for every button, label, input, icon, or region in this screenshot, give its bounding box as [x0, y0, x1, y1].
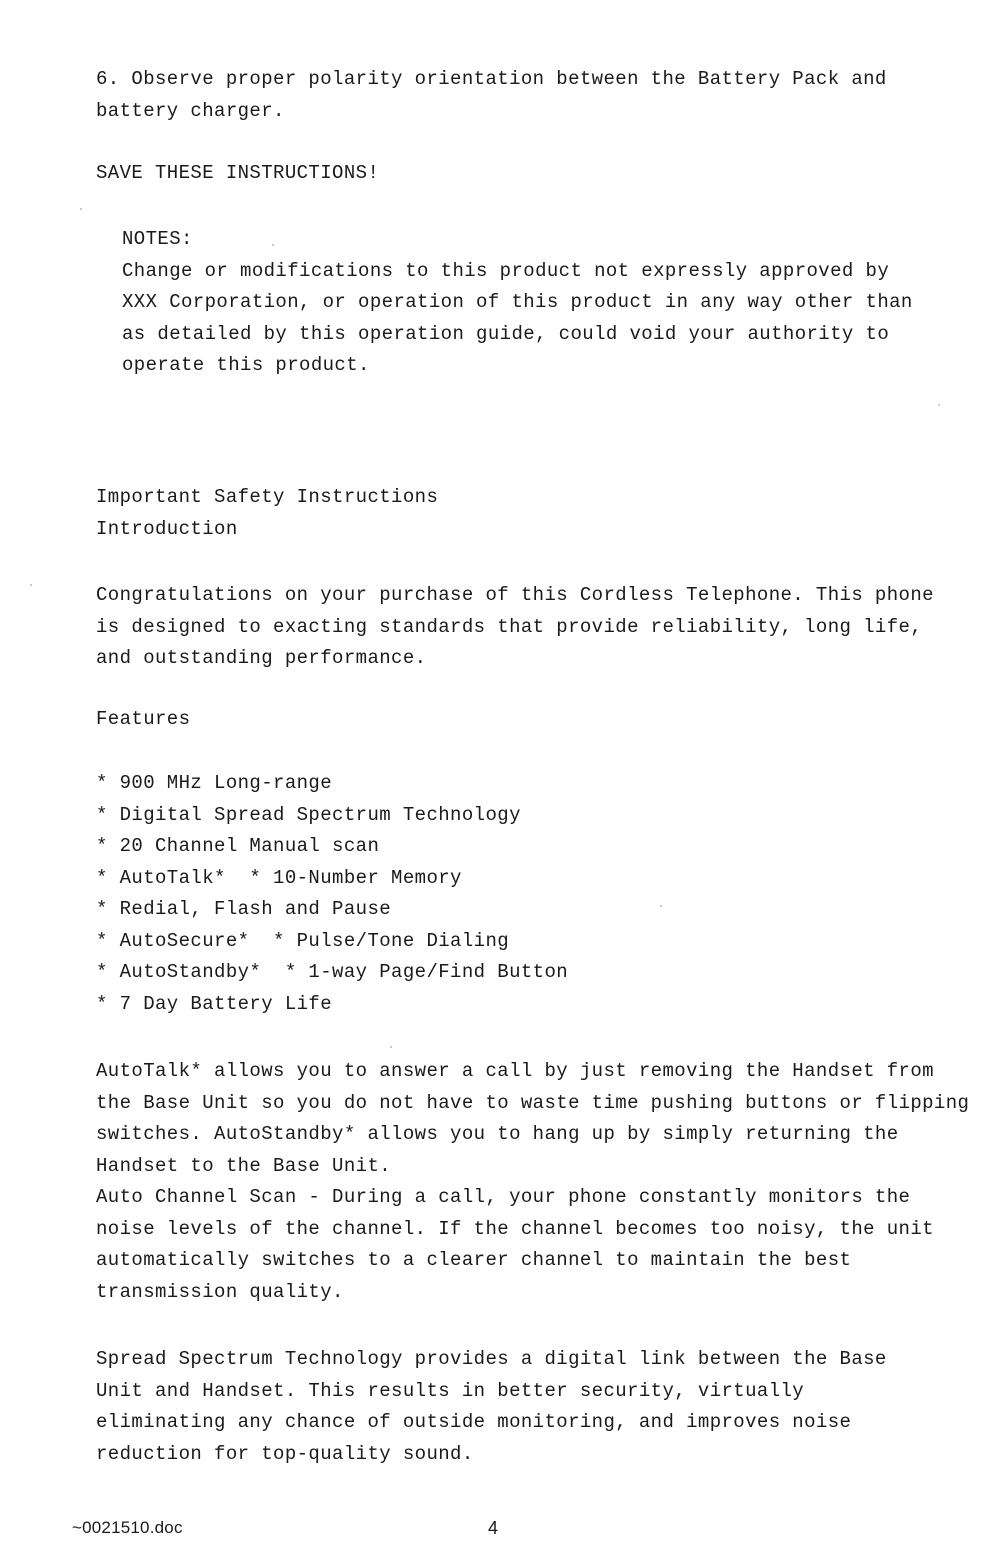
spread-line: Unit and Handset. This results in better security, virtually	[96, 1379, 805, 1402]
autotalk-line: switches. AutoStandby* allows you to hang up by simply returning the	[96, 1123, 899, 1145]
scan-speck	[80, 208, 82, 210]
autotalk-line: Handset to the Base Unit.	[96, 1154, 392, 1177]
scan-speck	[660, 905, 662, 907]
feature-item: * Digital Spread Spectrum Technology	[96, 803, 521, 826]
notes-heading: NOTES:	[122, 228, 193, 250]
safety-title: Important Safety Instructions	[96, 486, 439, 508]
feature-item: * 7 Day Battery Life	[96, 992, 333, 1015]
autotalk-line: automatically switches to a clearer channel to maintain the best	[96, 1249, 852, 1271]
notes-line: operate this product.	[122, 354, 370, 376]
autotalk-line: AutoTalk* allows you to answer a call by just removing the Handset from	[96, 1060, 934, 1082]
intro-line: and outstanding performance.	[96, 647, 427, 669]
footer-filename: ~0021510.doc	[72, 1518, 183, 1537]
spread-line: eliminating any chance of outside monitoring, and improves noise	[96, 1411, 852, 1433]
page-number: 4	[488, 1518, 499, 1538]
autotalk-line: transmission quality.	[96, 1280, 344, 1303]
notes-line: XXX Corporation, or operation of this product in any way other than	[122, 291, 913, 313]
item-6-line: battery charger.	[96, 99, 285, 122]
scan-speck	[272, 244, 274, 246]
scan-speck	[390, 1046, 392, 1048]
intro-line: Congratulations on your purchase of this Cordless Telephone. This phone	[96, 584, 934, 606]
spread-line: reduction for top-quality sound.	[96, 1442, 474, 1465]
features-heading-block	[96, 704, 896, 736]
notes-section	[122, 224, 913, 382]
feature-item: * 20 Channel Manual scan	[96, 835, 380, 857]
autotalk-line: the Base Unit so you do not have to waste time pushing buttons or flipping	[96, 1091, 970, 1114]
notes-line: Change or modifications to this product not expressly approved by	[122, 259, 890, 282]
intro-paragraph	[96, 580, 934, 675]
scan-speck	[30, 584, 32, 586]
safety-subtitle: Introduction	[96, 517, 238, 540]
feature-item: * AutoTalk* * 10-Number Memory	[96, 866, 462, 889]
feature-item: * 900 MHz Long-range	[96, 772, 333, 794]
intro-line: is designed to exacting standards that provide reliability, long life,	[96, 615, 923, 638]
features-heading: Features	[96, 708, 191, 730]
notes-line: as detailed by this operation guide, could void your authority to	[122, 322, 890, 345]
save-instructions-text: SAVE THESE INSTRUCTIONS!	[96, 162, 380, 184]
features-list	[96, 768, 896, 1020]
save-instructions	[96, 158, 896, 190]
autotalk-line: Auto Channel Scan - During a call, your phone constantly monitors the	[96, 1186, 911, 1208]
autotalk-line: noise levels of the channel. If the channel becomes too noisy, the unit	[96, 1217, 934, 1240]
feature-item: * AutoSecure* * Pulse/Tone Dialing	[96, 929, 510, 952]
item-6	[96, 64, 896, 127]
safety-heading	[96, 482, 896, 545]
feature-item: * Redial, Flash and Pause	[96, 898, 392, 920]
feature-item: * AutoStandby* * 1-way Page/Find Button	[96, 961, 569, 983]
scan-speck	[938, 404, 940, 406]
item-6-line: 6. Observe proper polarity orientation between the Battery Pack and	[96, 68, 887, 90]
autotalk-paragraph	[96, 1056, 970, 1308]
spread-line: Spread Spectrum Technology provides a digital link between the Base	[96, 1348, 887, 1370]
spread-spectrum-paragraph	[96, 1344, 896, 1470]
